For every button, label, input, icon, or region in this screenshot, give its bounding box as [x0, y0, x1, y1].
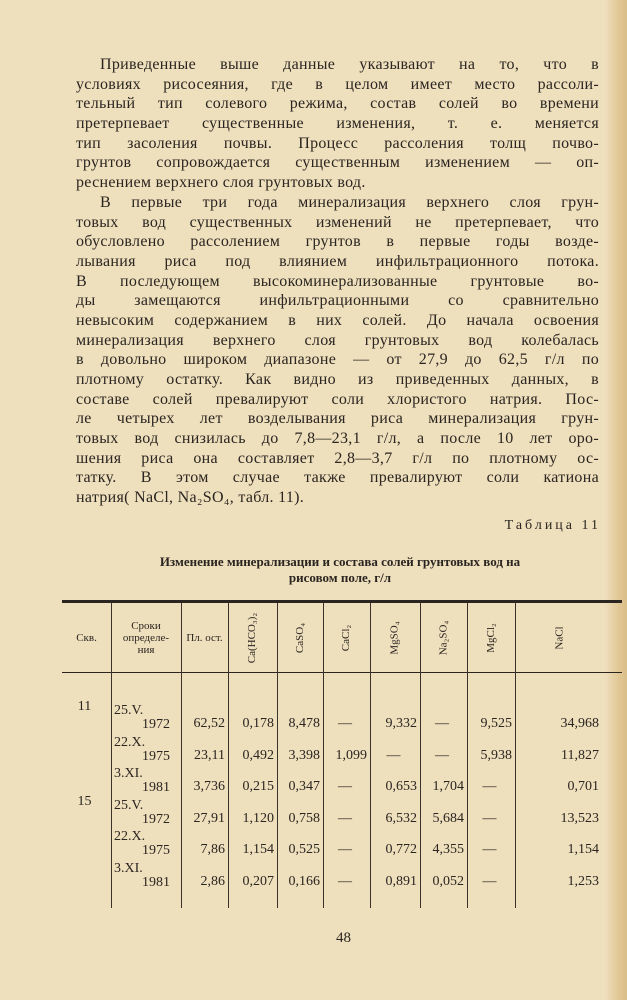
table-cell: 1,120	[242, 810, 274, 826]
column-header-label: Ca(HCO₃)₂	[246, 612, 259, 664]
table-cell: 4,355	[432, 842, 464, 857]
table-cell: 1,253	[567, 873, 599, 889]
table-cell: 2,86	[200, 873, 225, 889]
page-number: 48	[336, 930, 351, 946]
table-cell: 11,827	[561, 747, 599, 763]
column-header-label: Na₂SO₄	[437, 620, 450, 656]
table-cell: 1,154	[567, 842, 599, 857]
table-cell: —	[435, 747, 449, 763]
table-cell: 3,398	[288, 747, 320, 763]
column-header-label: NaCl	[553, 626, 566, 650]
table-cell: 13,523	[560, 810, 599, 826]
table-title-2: рисовом поле, г/л	[288, 570, 392, 585]
table-cell: —	[338, 873, 352, 889]
table-cell: 1,154	[242, 842, 274, 857]
column-header-label: Скв.	[76, 632, 97, 644]
table-cell: —	[482, 842, 497, 857]
text-line: товых вод существенных изменений не претерпевает, что	[76, 213, 599, 231]
table-cell: 9,332	[385, 716, 417, 731]
well-number: 11	[77, 699, 92, 714]
body-text	[76, 55, 599, 508]
table-cell: 0,891	[385, 873, 417, 889]
text-line: лывания риса под влиянием инфильтрационного потока.	[76, 252, 599, 270]
text-line: ле четырех лет возделывания риса минерализация грун-	[76, 410, 599, 428]
table-cell: 34,968	[560, 716, 599, 731]
table-label: Таблица 11	[504, 518, 601, 533]
year-cell: 1981	[142, 874, 170, 890]
table-cell: —	[338, 779, 352, 794]
table-cell: 27,91	[193, 810, 225, 826]
table-header-rule	[62, 672, 622, 673]
text-line: минерализация верхнего слоя грунтовых вод колебалась	[76, 331, 599, 349]
text-line: Приведенные выше данные указывают на то, что в	[100, 56, 599, 73]
column-header	[181, 606, 228, 670]
table-cell: 23,11	[194, 747, 225, 763]
column-header-label: Сроки определе-ния	[122, 620, 170, 656]
table-cell: 1,099	[335, 747, 367, 763]
column-header	[323, 606, 370, 670]
column-header-label: MgCl₂	[484, 623, 497, 653]
column-header	[111, 606, 181, 670]
column-header	[370, 606, 420, 670]
column-header	[277, 606, 323, 670]
text-line: тельный тип солевого режима, состав солей во времени	[76, 95, 599, 113]
table-cell: 0,758	[288, 810, 320, 826]
text-line: грунтов сопровождается существенным изменением — оп-	[76, 154, 599, 172]
table-cell: 0,215	[242, 779, 274, 794]
table-cell: —	[482, 810, 497, 826]
text-line: плотному остатку. Как видно из приведенных данных, в	[76, 371, 599, 388]
year-cell: 1972	[142, 717, 170, 732]
column-header-label: MgSO₄	[389, 621, 401, 655]
table-cell: —	[482, 779, 497, 794]
table-cell: —	[386, 747, 401, 763]
text-line: обусловлено рассолением грунтов в первые годы возде-	[76, 233, 599, 251]
year-cell: 1981	[142, 780, 170, 795]
table-top-rule	[62, 600, 622, 603]
column-header	[420, 606, 467, 670]
table-title: Изменение минерализации и состава солей грунтовых вод на	[159, 554, 521, 569]
date-cell: 22.X.	[114, 734, 146, 750]
column-header-label: CaCl₂	[340, 624, 353, 652]
year-cell: 1972	[142, 811, 170, 827]
text-line: невысоким содержанием в них солей. До начала освоения	[76, 311, 599, 329]
table-cell: 3,736	[193, 779, 225, 794]
text-line: в довольно широком диапазоне — от 27,9 до 62,5 г/л по	[76, 351, 599, 369]
column-header-label: CaSO₄	[294, 622, 306, 654]
date-cell: 25.V.	[114, 703, 144, 718]
column-header	[62, 606, 111, 670]
table-cell: 0,207	[242, 873, 274, 889]
text-line: претерпевает существенные изменения, т. е. меняется	[76, 115, 599, 133]
date-cell: 3.XI.	[114, 860, 143, 876]
table-cell: —	[338, 810, 352, 826]
text-line: товых вод снизилась до 7,8—23,1 г/л, а после 10 лет оро-	[76, 430, 599, 448]
text-line: составе солей превалируют соли хлористого натрия. Пос-	[76, 390, 599, 408]
table-cell: 62,52	[193, 716, 225, 731]
table-cell: 0,178	[242, 716, 274, 731]
date-cell: 3.XI.	[114, 766, 143, 781]
table-cell: —	[435, 716, 449, 731]
table-cell: 0,492	[242, 747, 274, 763]
column-header	[228, 606, 277, 670]
table-cell: —	[338, 716, 352, 731]
table-cell: —	[338, 842, 352, 857]
table-cell: 0,166	[288, 873, 320, 889]
table-cell: 6,532	[385, 810, 417, 826]
column-header	[515, 606, 605, 670]
text-line: условиях рисосеяния, где в целом имеет место рассоли-	[76, 75, 599, 93]
column-header	[467, 606, 515, 670]
year-cell: 1975	[142, 748, 170, 764]
table-cell: 0,347	[288, 779, 320, 794]
table-cell: 0,772	[385, 842, 417, 857]
text-line: натрия( NaCl, Na₂SO₄, табл. 11).	[76, 489, 305, 507]
table-cell: 0,525	[288, 842, 320, 857]
text-line: ды замещаются инфильтрационными со сравнительно	[76, 292, 599, 310]
text-line: шения риса она составляет 2,8—3,7 г/л по плотному ос-	[76, 449, 599, 467]
table-cell: 7,86	[200, 842, 225, 857]
table-cell: 9,525	[480, 716, 512, 731]
table-cell: 8,478	[288, 716, 320, 731]
text-line: В первые три года минерализация верхнего слоя грун-	[100, 193, 599, 211]
text-line: тип засоления почвы. Процесс рассоления толщ почво-	[76, 134, 599, 152]
table-cell: 5,684	[432, 810, 464, 826]
table-cell: 0,701	[567, 779, 599, 794]
table-cell: 0,653	[385, 779, 417, 794]
table-cell: 5,938	[480, 747, 512, 763]
column-header-label: Пл. ост.	[186, 632, 223, 644]
table-cell: 1,704	[432, 779, 464, 794]
text-line: реснением верхнего слоя грунтовых вод.	[76, 174, 366, 192]
table-cell: —	[482, 873, 497, 889]
date-cell: 22.X.	[114, 829, 146, 844]
table-cell: 0,052	[432, 873, 464, 889]
well-number: 15	[77, 793, 92, 809]
year-cell: 1975	[142, 843, 170, 858]
text-line: татку. В этом случае также превалируют соли катиона	[76, 469, 599, 487]
date-cell: 25.V.	[114, 797, 144, 813]
page-edge	[605, 0, 627, 1000]
text-line: В последующем высокоминерализованные грунтовые во-	[76, 272, 599, 290]
